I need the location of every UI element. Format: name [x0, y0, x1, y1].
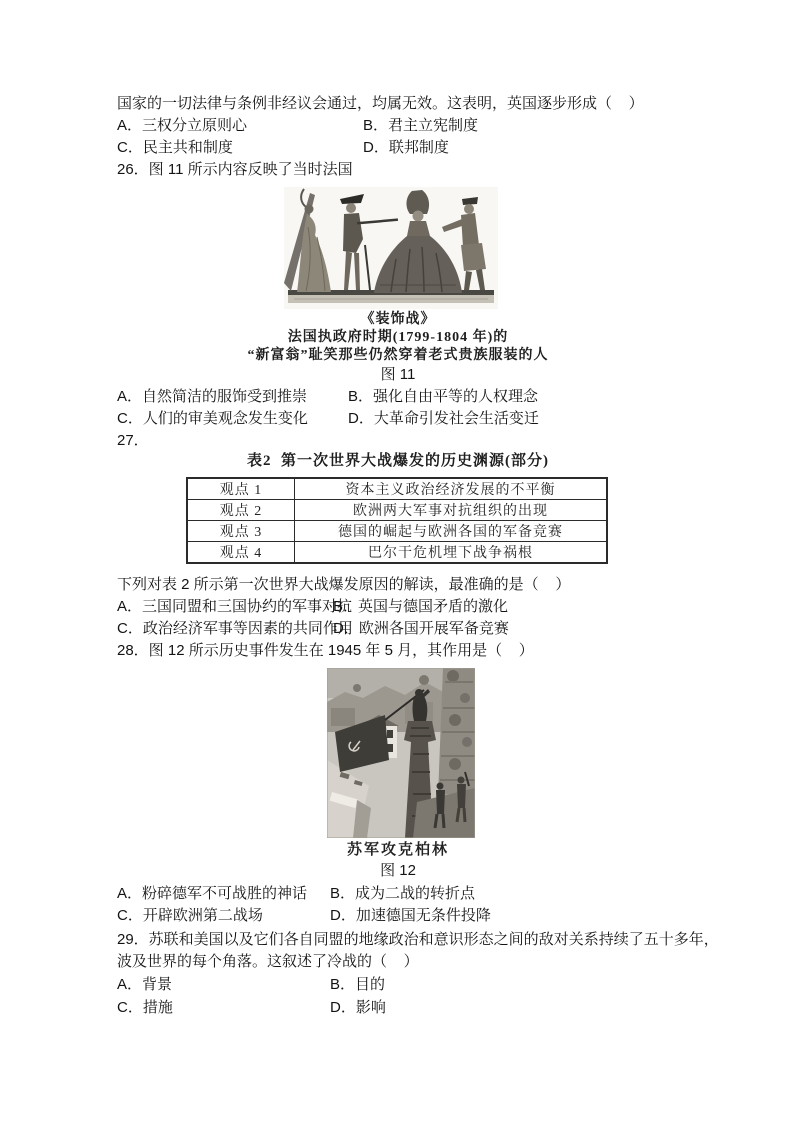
- q27-options-cd: [117, 618, 679, 639]
- ww1-origins-table: [186, 477, 608, 564]
- figure-11-caption-line1: 法国执政府时期(1799-1804 年)的: [287, 330, 509, 345]
- figure-12-image: [327, 668, 475, 838]
- q29-options-ab: [117, 974, 679, 995]
- q25-option-b: B．君主立宪制度: [363, 117, 479, 134]
- table-cell-content-2: 欧洲两大军事对抗组织的出现: [295, 500, 608, 521]
- q29-stem-line1: 29．苏联和美国以及它们各自同盟的地缘政治和意识形态之间的敌对关系持续了五十多年，: [117, 931, 719, 948]
- table-cell-view-3: 观点 3: [187, 521, 295, 542]
- figure-11-engraving: [284, 187, 498, 309]
- q25-option-d: D．联邦制度: [363, 139, 449, 156]
- q28-options-cd: [117, 905, 679, 926]
- table-cell-view-4: 观点 4: [187, 542, 295, 564]
- figure-12-label: 图 12: [380, 862, 416, 879]
- q25-option-c: C．民主共和制度: [117, 139, 233, 156]
- q26-option-b: B．强化自由平等的人权理念: [348, 388, 539, 405]
- q29-options-cd: [117, 997, 679, 1018]
- table-row: [187, 478, 607, 500]
- table-row: [187, 521, 607, 542]
- q28-option-b: B．成为二战的转折点: [330, 885, 476, 902]
- q26-options-ab: [117, 386, 679, 407]
- q27-options-ab: [117, 596, 679, 617]
- q29-option-a: A．背景: [117, 976, 173, 993]
- q26-option-d: D．大革命引发社会生活变迁: [348, 410, 539, 427]
- q26-stem: 26．图 11 所示内容反映了当时法国: [117, 161, 353, 178]
- q27-option-b: B．英国与德国矛盾的激化: [333, 598, 509, 615]
- table-cell-content-1: 资本主义政治经济发展的不平衡: [295, 478, 608, 500]
- q27-number: 27．: [117, 432, 149, 449]
- figure-12-caption: 苏军攻克柏林: [346, 842, 449, 858]
- q25-options-cd: [117, 137, 679, 158]
- q27-stem: 下列对表 2 所示第一次世界大战爆发原因的解读，最准确的是（ ）: [117, 576, 571, 593]
- q28-options-ab: [117, 883, 679, 904]
- table-cell-content-3: 德国的崛起与欧洲各国的军备竞赛: [295, 521, 608, 542]
- figure-11-label: 图 11: [380, 366, 416, 383]
- q25-option-a: A．三权分立原则心: [117, 117, 248, 134]
- q25-options-ab: [117, 115, 679, 136]
- table-cell-view-2: 观点 2: [187, 500, 295, 521]
- table-row: [187, 500, 607, 521]
- q28-option-c: C．开辟欧洲第二战场: [117, 907, 263, 924]
- q29-option-c: C．措施: [117, 999, 173, 1016]
- figure-12-photo: [327, 668, 475, 838]
- table-cell-view-1: 观点 1: [187, 478, 295, 500]
- q26-option-c: C．人们的审美观念发生变化: [117, 410, 308, 427]
- q29-stem-line2: 波及世界的每个角落。这叙述了冷战的（ ）: [117, 953, 419, 970]
- q29-option-b: B．目的: [330, 976, 386, 993]
- q28-option-a: A．粉碎德军不可战胜的神话: [117, 885, 308, 902]
- q26-options-cd: [117, 408, 679, 429]
- q28-option-d: D．加速德国无条件投降: [330, 907, 491, 924]
- figure-11-caption-title: 《装饰战》: [360, 312, 436, 327]
- table-cell-content-4: 巴尔干危机埋下战争祸根: [295, 542, 608, 564]
- figure-11-caption-line2: “新富翁”耻笑那些仍然穿着老式贵族服装的人: [247, 348, 549, 363]
- q25-stem: 国家的一切法律与条例非经议会通过，均属无效。这表明，英国逐步形成（ ）: [117, 95, 644, 112]
- q27-option-c: C．政治经济军事等因素的共同作用: [117, 620, 353, 637]
- q28-stem: 28．图 12 所示历史事件发生在 1945 年 5 月，其作用是（ ）: [117, 642, 534, 659]
- q29-option-d: D．影响: [330, 999, 386, 1016]
- q27-table-title: 表2 第一次世界大战爆发的历史渊源(部分): [247, 453, 549, 469]
- q27-option-a: A．三国同盟和三国协约的军事对抗: [117, 598, 353, 615]
- q26-option-a: A．自然简洁的服饰受到推崇: [117, 388, 308, 405]
- figure-11-image: [284, 187, 498, 309]
- q27-option-d: D．欧洲各国开展军备竞赛: [333, 620, 509, 637]
- table-row: [187, 542, 607, 564]
